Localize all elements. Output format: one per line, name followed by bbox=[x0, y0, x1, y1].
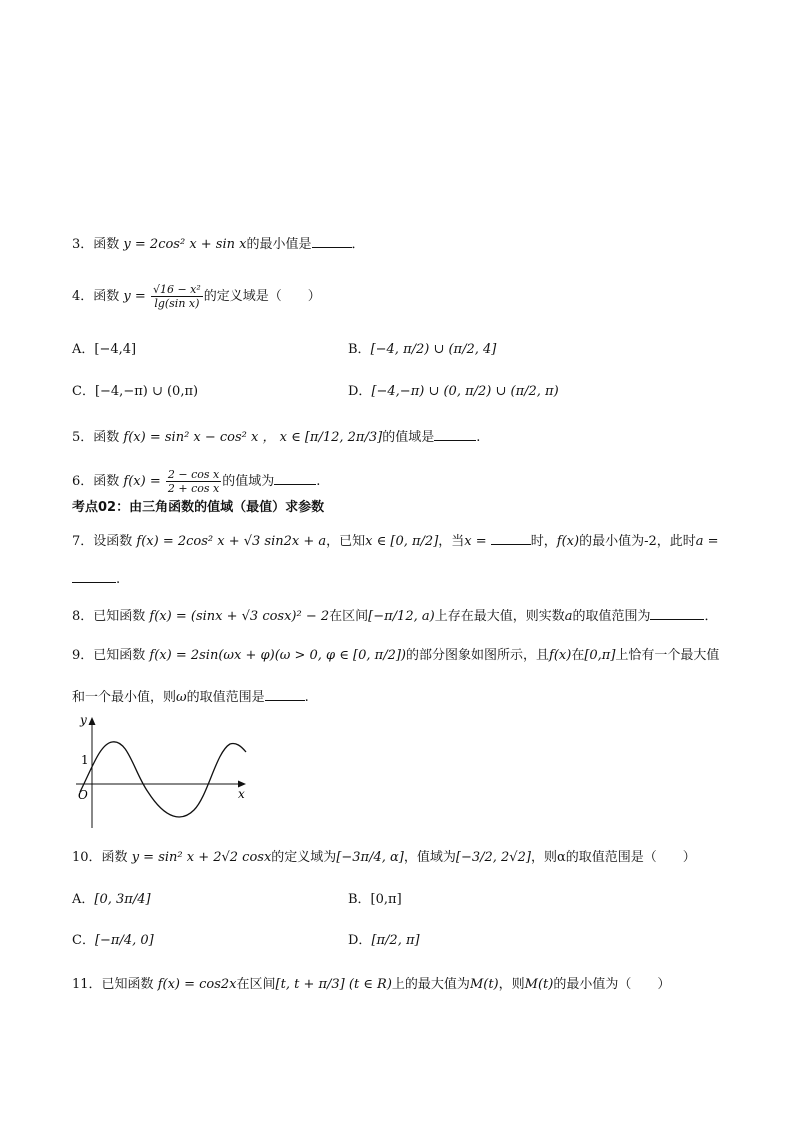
question-3: 3．函数 y = 2cos² x + sin x的最小值是 ． bbox=[72, 233, 365, 255]
answer-blank[interactable] bbox=[265, 686, 305, 701]
tick-label-one: 1 bbox=[81, 753, 89, 767]
y-axis-label: y bbox=[80, 713, 87, 727]
question-8: 8．已知函数 f(x) = (sinx + √3 cosx)² − 2在区间[−π/12, a)上存在最大值，则实数a的取值范围为 ． bbox=[72, 605, 718, 627]
q6-fraction: $\frac{\text{2 − cos x}}{\text{2 + cos x}}$ bbox=[167, 468, 220, 495]
sine-graph bbox=[70, 712, 260, 832]
answer-blank[interactable] bbox=[650, 605, 704, 620]
answer-blank[interactable] bbox=[274, 470, 316, 485]
q4-option-c[interactable]: C．[−4,−π) ∪ (0,π) bbox=[72, 384, 199, 399]
sine-curve bbox=[80, 742, 246, 817]
q4-option-a[interactable]: A．[−4,4] bbox=[72, 342, 137, 357]
question-11: 11．已知函数 f(x) = cos2x在区间[t, t + π/3] (t ∈ R)上的最大值为M(t)，则M(t)的最小值为（ ） bbox=[72, 977, 671, 992]
question-9: 9．已知函数 f(x) = 2sin(ωx + φ)(ω > 0, φ ∈ [0, π/2])的部分图象如图所示，且f(x)在[0,π]上恰有一个最大值 bbox=[72, 648, 720, 663]
y-axis-arrow bbox=[89, 717, 96, 725]
q3-expression: y = 2cos² x + sin x bbox=[123, 237, 247, 252]
question-7-line-2: . bbox=[72, 568, 120, 590]
q10-option-d[interactable]: D．[π/2, π] bbox=[348, 933, 420, 948]
q10-option-c[interactable]: C．[−π/4, 0] bbox=[72, 933, 154, 948]
question-6: 6．函数 f(x) = $\frac{\text{2 − cos x}}{\text{2 + cos x}}$ 的值域为 . bbox=[72, 468, 321, 495]
q10-option-b[interactable]: B．[0,π] bbox=[348, 892, 402, 907]
q4-option-d[interactable]: D．[−4,−π) ∪ (0, π/2) ∪ (π/2, π) bbox=[348, 384, 559, 399]
question-5: 5．函数 f(x) = sin² x − cos² x ， x ∈ [π/12, 2π/3]的值域是 . bbox=[72, 426, 480, 448]
answer-blank[interactable] bbox=[72, 568, 116, 583]
answer-blank[interactable] bbox=[434, 426, 476, 441]
q4-option-b[interactable]: B．[−4, π/2) ∪ (π/2, 4] bbox=[348, 342, 497, 357]
answer-blank[interactable] bbox=[491, 530, 531, 545]
section-heading: 考点02：由三角函数的值域（最值）求参数 bbox=[72, 500, 325, 515]
question-4: 4．函数 y = $\frac{\text{√16 − x²}}{\text{lg(sin x)}}$ 的定义域是（ ） bbox=[72, 283, 321, 310]
q5-domain: x ∈ [π/12, 2π/3] bbox=[279, 430, 383, 445]
question-10: 10．函数 y = sin² x + 2√2 cosx的定义域为[−3π/4, α]，值域为[−3/2, 2√2]，则α的取值范围是（ ） bbox=[72, 850, 696, 865]
question-9-line-2: 和一个最小值，则ω的取值范围是 . bbox=[72, 686, 309, 708]
origin-label: O bbox=[78, 788, 88, 802]
x-axis-label: x bbox=[238, 787, 245, 801]
answer-blank[interactable] bbox=[312, 233, 352, 248]
question-7: 7．设函数 f(x) = 2cos² x + √3 sin2x + a，已知x ∈ [0, π/2]，当x = 时，f(x)的最小值为-2，此时a = bbox=[72, 530, 719, 552]
q4-fraction: $\frac{\text{√16 − x²}}{\text{lg(sin x)}}$ bbox=[152, 283, 201, 310]
q10-option-a[interactable]: A．[0, 3π/4] bbox=[72, 892, 151, 907]
